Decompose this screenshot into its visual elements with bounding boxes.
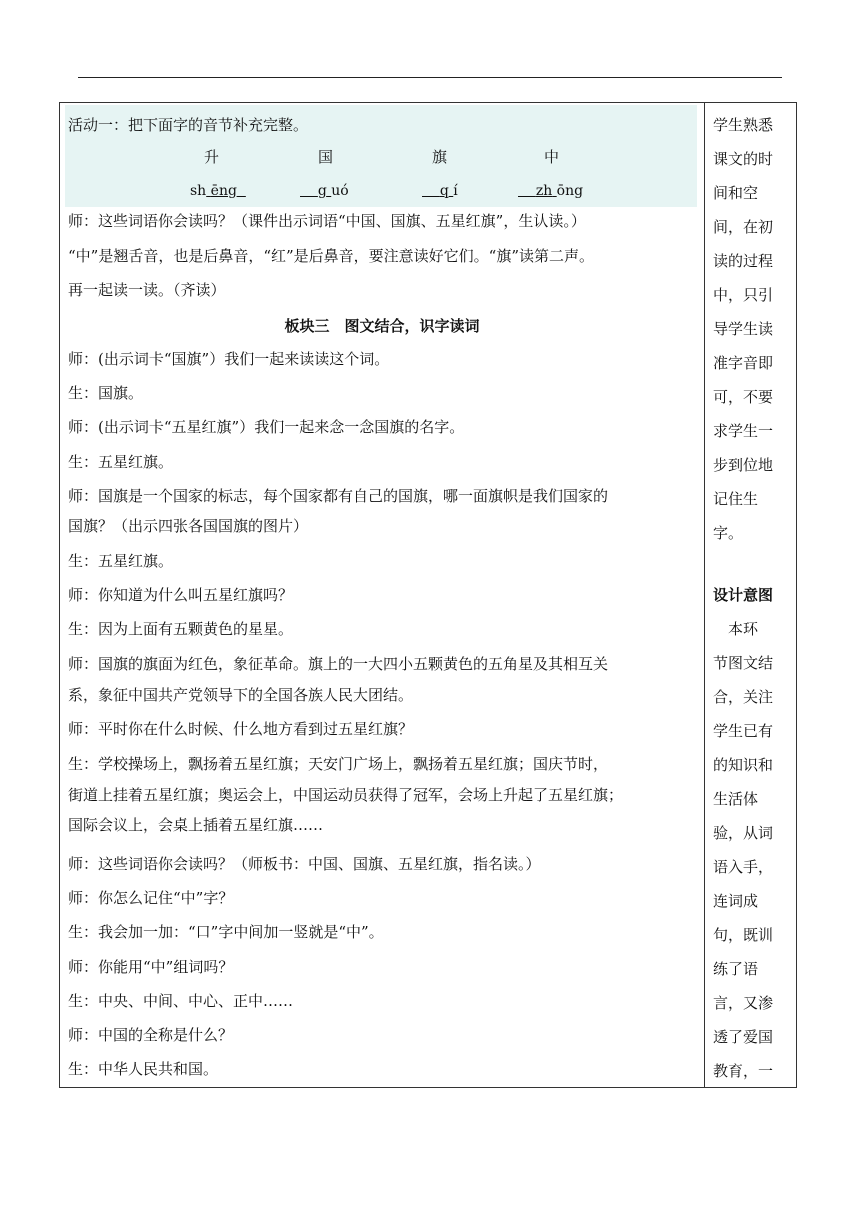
text-line: 师：这些词语你会读吗？（课件出示词语“中国、国旗、五星红旗”，生认读。） (68, 212, 586, 230)
side-note-line: 节图文结 (713, 654, 774, 672)
side-note-line: 透了爱国 (713, 1028, 774, 1046)
text-line: 生：五星红旗。 (68, 453, 174, 471)
side-note-line: 练了语 (713, 960, 759, 978)
text-line: “中”是翘舌音，也是后鼻音，“红”是后鼻音，要注意读好它们。“旗”读第二声。 (68, 247, 595, 265)
side-note-line: 求学生一 (713, 422, 774, 440)
text-line: 街道上挂着五星红旗；奥运会上，中国运动员获得了冠军，会场上升起了五星红旗； (68, 786, 624, 804)
text-line: 生：五星红旗。 (68, 552, 174, 570)
side-note-line: 步到位地 (713, 456, 774, 474)
side-note-line: 读的过程 (713, 252, 774, 270)
text-line: 师：你怎么记住“中”字？ (68, 889, 234, 907)
side-note-line: 言，又渗 (713, 994, 774, 1012)
pinyin-item: zh ōng (535, 183, 584, 199)
column-divider (704, 103, 705, 1087)
character: 升 (204, 148, 220, 166)
text-line: 师：(出示词卡“五星红旗”）我们一起来念一念国旗的名字。 (68, 418, 465, 436)
side-note-line: 的知识和 (713, 756, 774, 774)
character: 旗 (432, 148, 448, 166)
side-note-line: 学生熟悉 (713, 116, 774, 134)
text-line: 师：这些词语你会读吗？（师板书：中国、国旗、五星红旗，指名读。） (68, 855, 541, 873)
side-note-line: 验，从词 (713, 824, 774, 842)
text-line: 生：学校操场上，飘扬着五星红旗；天安门广场上，飘扬着五星红旗；国庆节时， (68, 755, 609, 773)
text-line: 国际会议上，会桌上插着五星红旗…… (68, 816, 324, 834)
character: 国 (318, 148, 334, 166)
activity-title: 活动一：把下面字的音节补充完整。 (68, 116, 309, 134)
lesson-table (59, 102, 797, 1088)
side-note-line: 学生已有 (713, 722, 774, 740)
text-line: 师：你知道为什么叫五星红旗吗？ (68, 586, 294, 604)
text-line: 师：你能用“中”组词吗？ (68, 958, 234, 976)
text-line: 生：中华人民共和国。 (68, 1060, 219, 1078)
side-note-line: 中，只引 (713, 286, 774, 304)
design-intent-heading: 设计意图 (713, 586, 774, 604)
header-rule (78, 77, 782, 78)
side-note-line: 可，不要 (713, 388, 774, 406)
side-note-line: 导学生读 (713, 320, 774, 338)
text-line: 生：中央、中间、中心、正中…… (68, 992, 294, 1010)
pinyin-item: sh ēng (190, 183, 237, 199)
side-note-line: 句，既训 (713, 926, 774, 944)
text-line: 系，象征中国共产党领导下的全国各族人民大团结。 (68, 686, 414, 704)
pinyin-item: g uó (317, 183, 349, 199)
text-line: 生：国旗。 (68, 384, 144, 402)
side-note-line: 间和空 (713, 184, 759, 202)
text-line: 再一起读一读。（齐读） (68, 281, 226, 299)
side-note-line: 准字音即 (713, 354, 774, 372)
side-note-line: 本环 (713, 620, 759, 638)
side-note-line: 合，关注 (713, 688, 774, 706)
side-note-line: 生活体 (713, 790, 759, 808)
side-note-line: 语入手， (713, 858, 774, 876)
text-line: 师：平时你在什么时候、什么地方看到过五星红旗？ (68, 720, 414, 738)
section-title: 板块三 图文结合，识字读词 (284, 317, 480, 335)
side-note-line: 课文的时 (713, 150, 774, 168)
text-line: 师：中国的全称是什么？ (68, 1026, 234, 1044)
side-note-line: 连词成 (713, 892, 759, 910)
side-note-line: 记住生 (713, 490, 759, 508)
text-line: 师：国旗的旗面为红色，象征革命。旗上的一大四小五颗黄色的五角星及其相互关 (68, 655, 609, 673)
side-note-line: 教育，一 (713, 1062, 774, 1080)
side-note-line: 字。 (713, 524, 744, 542)
pinyin-item: q í (439, 183, 458, 199)
text-line: 生：因为上面有五颗黄色的星星。 (68, 620, 294, 638)
text-line: 生：我会加一加：“口”字中间加一竖就是“中”。 (68, 923, 384, 941)
side-note-line: 间，在初 (713, 218, 774, 236)
character: 中 (544, 148, 560, 166)
text-line: 师：国旗是一个国家的标志，每个国家都有自己的国旗，哪一面旗帜是我们国家的 (68, 487, 609, 505)
text-line: 师：(出示词卡“国旗”）我们一起来读读这个词。 (68, 350, 390, 368)
text-line: 国旗？（出示四张各国国旗的图片） (68, 517, 309, 535)
